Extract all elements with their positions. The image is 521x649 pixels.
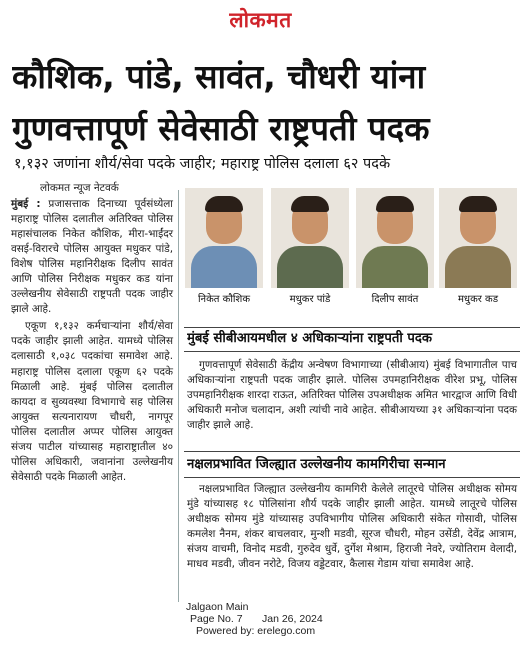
uniform-shape (277, 246, 343, 288)
subheadline: १,१३२ जणांना शौर्य/सेवा पदके जाहीर; महाराष्ट्र पोलिस दलाला ६२ पदके (14, 156, 391, 172)
portrait-image (356, 188, 434, 288)
uniform-shape (191, 246, 257, 288)
section-rule (184, 477, 520, 478)
article-para-2: एकूण १,१३२ कर्मचाऱ्यांना शौर्य/सेवा पदके जाहीर झाली आहेत. यामध्ये पोलिस दलासाठी १,०३८ पदकांचा समावेश आहे. महाराष्ट्र पोलिस दलाला एकूण ६२ पदके मिळाली आहे. मुंबई पोलिस दलातील कायदा व सुव्यवस्था विभागाचे सह पोलिस आयुक्त सत्यनारायण चौधरी, नागपूर पोलिस दलातील अप्पर पोलिस आयुक्त संजय पाटील यांच्यासह महाराष्ट्रातील ४० पोलिस अधिकारी, जवानांना उल्लेखनीय सेवेसाठी पदके मिळाली आहेत. (11, 320, 173, 483)
edition-name: Jalgaon Main (186, 601, 249, 613)
main-article-column (11, 197, 173, 485)
photo-caption: मधुकर पांडे (289, 294, 331, 305)
masthead-logo (0, 6, 521, 36)
photo-niket-kaushik (185, 188, 263, 306)
byline: लोकमत न्यूज नेटवर्क (40, 182, 119, 194)
hair-shape (376, 196, 414, 212)
section-rule-top (184, 327, 520, 328)
publication-date: Jan 26, 2024 (262, 613, 323, 625)
portrait-image (439, 188, 517, 288)
photo-madhukar-kad (439, 188, 517, 306)
uniform-shape (445, 246, 511, 288)
column-divider (178, 190, 179, 602)
photo-caption: निकेत कौशिक (197, 294, 251, 305)
section-rule-top (184, 451, 520, 452)
hair-shape (205, 196, 243, 212)
hair-shape (291, 196, 329, 212)
photo-strip (183, 188, 519, 324)
portrait-image (271, 188, 349, 288)
photo-caption: मधुकर कड (457, 294, 499, 305)
hair-shape (459, 196, 497, 212)
section-naxal-title: नक्षलप्रभावित जिल्ह्यात उल्लेखनीय कामगिरीचा सन्मान (187, 457, 446, 472)
photo-dilip-sawant (356, 188, 434, 306)
article-para-1-text: प्रजासत्ताक दिनाच्या पूर्वसंध्येला महाराष्ट्र पोलिस दलातील अतिरिक्त पोलिस महासंचालक निकेत कौशिक, मीरा-भाईंदर वसई-विरारचे पोलिस आयुक्त मधुकर पांडे, विशेष पोलिस महानिरीक्षक दिलीप सावंत आणि पोलिस निरीक्षक मधुकर कड यांना उल्लेखनीय सेवेसाठी राष्ट्रपती पदक जाहीर झाले आहे. (11, 198, 173, 316)
dateline: मुंबई : (11, 198, 41, 210)
section-cbi-text: गुणवत्तापूर्ण सेवेसाठी केंद्रीय अन्वेषण विभागाच्या (सीबीआय) मुंबई विभागातील पाच अधिकाऱ्यांना राष्ट्रपती पदक जाहीर झाले. पोलिस उपमहानिरीक्षक वीरेश प्रभू, पोलिस उपमहानिरीक्षक शारदा राऊत, अतिरिक्त पोलिस उपअधीक्षक अमित भारद्वाज आणि विधी अधिकारी मनोज चलादान, अशी त्यांची नावे आहेत. सीबीआयच्या ३१ अधिकाऱ्यांना पदक जाहीर झाले आहे. (187, 359, 517, 431)
section-cbi-title: मुंबई सीबीआयमधील ४ अधिकाऱ्यांना राष्ट्रपती पदक (187, 331, 433, 346)
section-rule (184, 351, 520, 352)
masthead-text: लोकमत (229, 7, 292, 32)
uniform-shape (362, 246, 428, 288)
headline-line-2: गुणवत्तापूर्ण सेवेसाठी राष्ट्रपती पदक (12, 109, 430, 148)
powered-by: Powered by: erelego.com (196, 625, 316, 637)
photo-madhukar-pande (271, 188, 349, 306)
headline-line-1: कौशिक, पांडे, सावंत, चौधरी यांना (12, 57, 426, 96)
page-number: Page No. 7 (190, 613, 243, 625)
portrait-image (185, 188, 263, 288)
photo-caption: दिलीप सावंत (371, 294, 419, 305)
section-naxal-text: नक्षलप्रभावित जिल्ह्यात उल्लेखनीय कामगिरी केलेले लातूरचे पोलिस अधीक्षक सोमय मुंडे यांच्यासह १८ पोलिसांना शौर्य पदके जाहीर झाली आहेत. यामध्ये लातूरचे पोलिस अधीक्षक सोमय मुंडे यांच्यासह उपविभागीय पोलिस अधिकारी संकेत गोसावी, पोलिस कमलेश नैनम, शंकर बाचलवार, मुन्शी मडवी, सूरज चौधरी, मोहन उसेंडी, देवेंद्र आत्राम, संजय वाचमी, विनोद मडवी, गुरुदेव धुर्वे, दुर्गेश मेश्राम, हिराजी नेवरे, ज्योतिराम वेलादी, माधव मडवी, जीवन नरोटे, विजय वड्डेटवार, कैलास गेडाम यांचा समावेश आहे. (187, 483, 517, 570)
article-para-1 (11, 197, 173, 317)
